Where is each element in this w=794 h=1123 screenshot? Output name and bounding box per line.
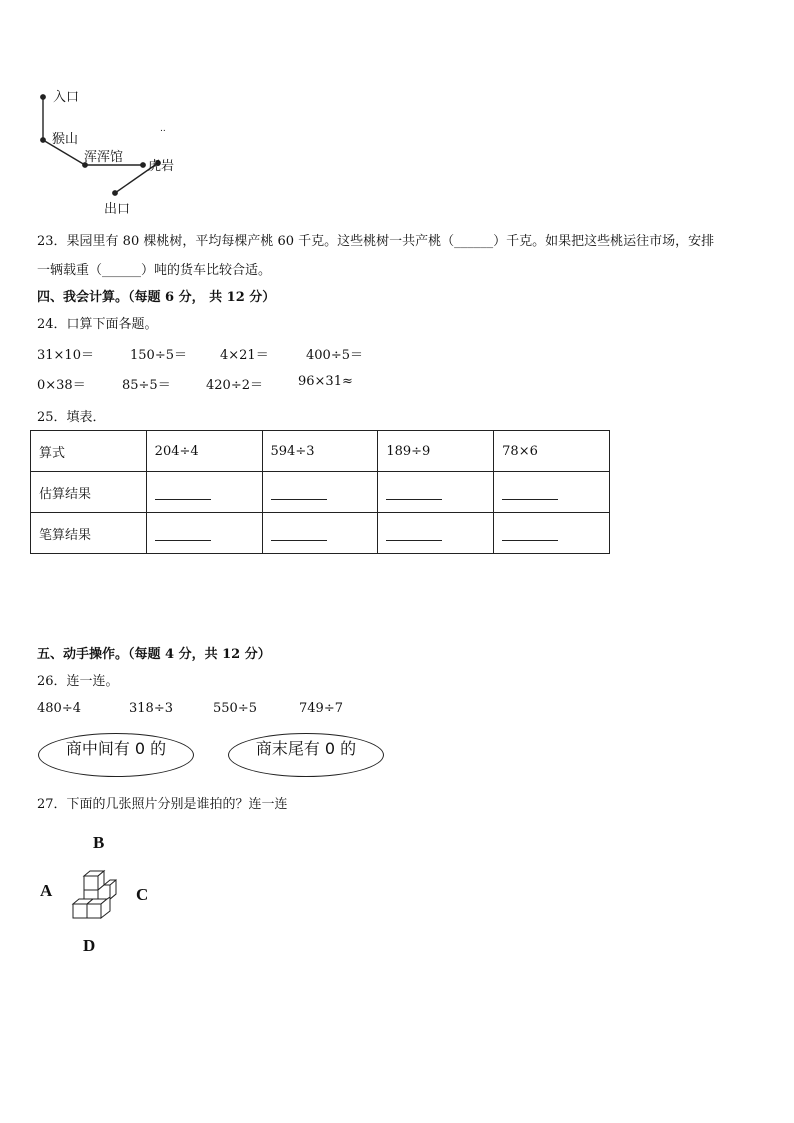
q26-item[interactable]: 550÷5 bbox=[213, 701, 257, 716]
q25-title: 25．填表． bbox=[37, 410, 106, 425]
answer-cell[interactable] bbox=[378, 513, 494, 554]
table-header-cell: 78×6 bbox=[494, 431, 610, 472]
map-monkey-hill-label: 猴山 bbox=[52, 132, 79, 147]
answer-cell[interactable] bbox=[494, 472, 610, 513]
answer-blank[interactable] bbox=[155, 528, 211, 541]
q24-item: 400÷5＝ bbox=[306, 348, 363, 363]
map-exit-label: 出口 bbox=[104, 202, 131, 217]
q26-item[interactable]: 749÷7 bbox=[299, 701, 343, 716]
table-row bbox=[31, 472, 610, 513]
section5-title: 五、动手操作。（每题 4 分，共 12 分） bbox=[37, 647, 271, 662]
answer-blank[interactable] bbox=[386, 487, 442, 500]
q24-item: 420÷2＝ bbox=[206, 378, 263, 393]
oval-zero-end-label: 商末尾有 0 的 bbox=[255, 739, 357, 758]
answer-blank[interactable] bbox=[502, 487, 558, 500]
map-otter-hall-label: 浑浑馆 bbox=[84, 150, 124, 165]
oval-zero-middle-label: 商中间有 0 的 bbox=[65, 739, 167, 758]
table-header-cell: 算式 bbox=[31, 431, 147, 472]
answer-cell[interactable] bbox=[262, 513, 378, 554]
q23-line2: 一辆载重（______）吨的货车比较合适。 bbox=[37, 263, 272, 278]
map-tiger-rock-label: 虎岩 bbox=[148, 159, 175, 174]
answer-blank[interactable] bbox=[502, 528, 558, 541]
oval-zero-middle[interactable] bbox=[38, 733, 194, 777]
q26-item[interactable]: 480÷4 bbox=[37, 701, 81, 716]
viewpoint-a-label[interactable]: A bbox=[40, 881, 53, 900]
table-header-cell: 204÷4 bbox=[146, 431, 262, 472]
answer-blank[interactable] bbox=[155, 487, 211, 500]
fill-table bbox=[30, 430, 610, 554]
viewpoint-c-label[interactable]: C bbox=[136, 885, 149, 904]
q26-item[interactable]: 318÷3 bbox=[129, 701, 173, 716]
q24-item: 150÷5＝ bbox=[130, 348, 187, 363]
answer-cell[interactable] bbox=[146, 472, 262, 513]
q24-item: 0×38＝ bbox=[37, 378, 86, 393]
table-header-cell: 189÷9 bbox=[378, 431, 494, 472]
stacked-cubes-figure bbox=[70, 868, 120, 920]
q24-item: 96×31≈ bbox=[298, 374, 353, 389]
section4-title: 四、我会计算。（每题 6 分， 共 12 分） bbox=[37, 290, 276, 305]
q27-title: 27．下面的几张照片分别是谁拍的？连一连 bbox=[37, 797, 288, 812]
answer-blank[interactable] bbox=[271, 528, 327, 541]
q24-title: 24．口算下面各题。 bbox=[37, 317, 158, 332]
map-entrance-label: 入口 bbox=[53, 90, 80, 105]
q23-line1: 23．果园里有 80 棵桃树，平均每棵产桃 60 千克。这些桃树一共产桃（______）千克。如果把这些桃运往市场，安排 bbox=[37, 234, 715, 249]
q26-title: 26．连一连。 bbox=[37, 674, 119, 689]
q24-item: 85÷5＝ bbox=[122, 378, 171, 393]
table-header-cell: 594÷3 bbox=[262, 431, 378, 472]
table-row-label: 估算结果 bbox=[31, 472, 147, 513]
answer-cell[interactable] bbox=[494, 513, 610, 554]
table-row bbox=[31, 431, 610, 472]
answer-blank[interactable] bbox=[271, 487, 327, 500]
answer-cell[interactable] bbox=[146, 513, 262, 554]
answer-cell[interactable] bbox=[262, 472, 378, 513]
viewpoint-b-label[interactable]: B bbox=[93, 833, 105, 852]
q24-item: 31×10＝ bbox=[37, 348, 94, 363]
q24-item: 4×21＝ bbox=[220, 348, 269, 363]
table-row bbox=[31, 513, 610, 554]
table-row-label: 笔算结果 bbox=[31, 513, 147, 554]
oval-zero-end[interactable] bbox=[228, 733, 384, 777]
map-dots: .. bbox=[160, 124, 166, 134]
viewpoint-d-label[interactable]: D bbox=[83, 936, 96, 955]
answer-cell[interactable] bbox=[378, 472, 494, 513]
answer-blank[interactable] bbox=[386, 528, 442, 541]
